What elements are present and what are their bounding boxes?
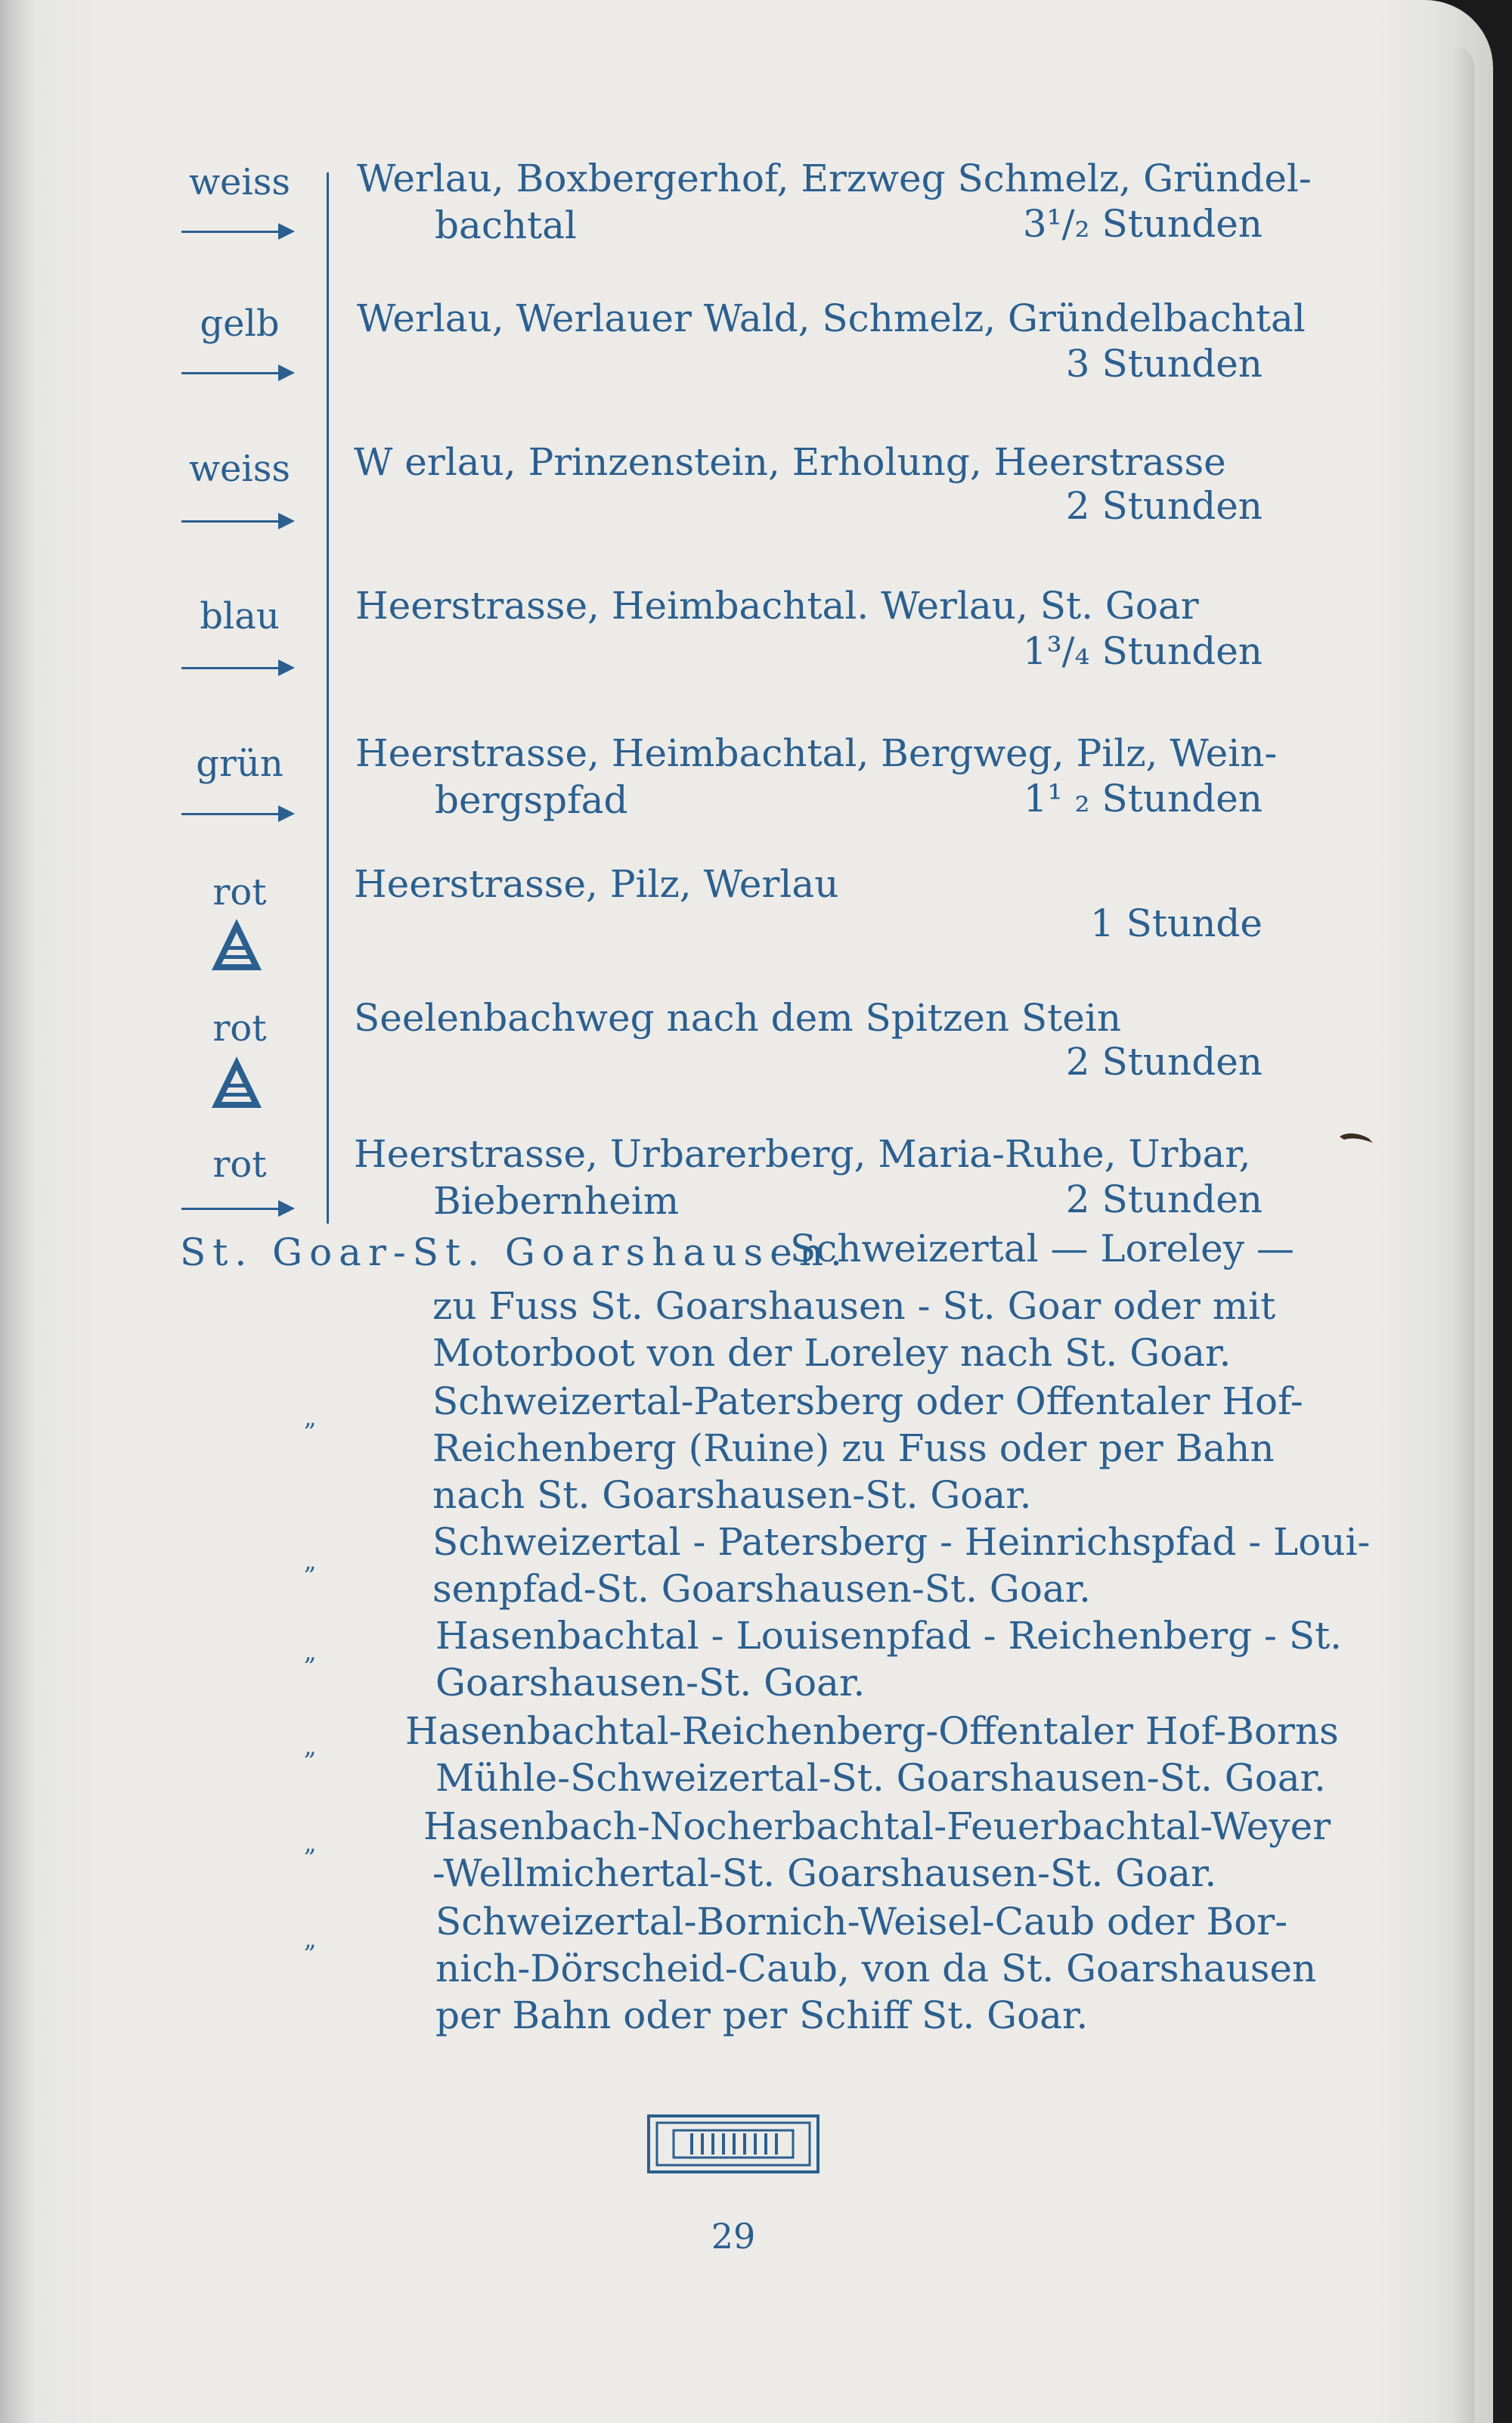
- route-text-continued: Goarshausen-St. Goar.: [435, 1661, 866, 1705]
- route-text-continued: Mühle-Schweizertal-St. Goarshausen-St. Goar.: [435, 1756, 1326, 1800]
- decorative-ornament: [646, 2114, 820, 2174]
- route-text: Hasenbachtal - Louisenpfad - Reichenberg - St.: [435, 1614, 1343, 1658]
- route-text-continued: senpfad-St. Goarshausen-St. Goar.: [432, 1567, 1092, 1611]
- route-duration: 1¹ ₂ Stunden: [1023, 777, 1263, 821]
- route-text: Heerstrasse, Pilz, Werlau: [354, 862, 839, 906]
- arrow-right-icon: [181, 223, 295, 240]
- trail-color-label: blau: [200, 595, 280, 638]
- route-duration: 2 Stunden: [1065, 1040, 1263, 1084]
- arrow-right-icon: [181, 365, 295, 381]
- route-text-continued: per Bahn oder per Schiff St. Goar.: [435, 1993, 1089, 2037]
- arrow-right-icon: [181, 513, 295, 529]
- route-text: Werlau, Boxbergerhof, Erzweg Schmelz, Gründel-: [357, 157, 1312, 200]
- route-text-continued: Biebernheim: [433, 1179, 680, 1223]
- route-text-continued: Reichenberg (Ruine) zu Fuss oder per Bahn: [432, 1426, 1275, 1470]
- page-number: 29: [711, 2216, 756, 2257]
- trail-color-label: weiss: [188, 161, 291, 203]
- book-spine-shadow: [0, 0, 35, 2423]
- route-text-continued: bachtal: [435, 203, 577, 247]
- route-text: Heerstrasse, Urbarerberg, Maria-Ruhe, Urbar,: [354, 1132, 1251, 1176]
- trail-color-label: rot: [212, 871, 267, 914]
- route-text-continued: -Wellmichertal-St. Goarshausen-St. Goar.: [432, 1851, 1217, 1895]
- arrow-right-icon: [181, 805, 295, 822]
- route-text-continued: nich-Dörscheid-Caub, von da St. Goarshausen: [435, 1947, 1317, 1990]
- ditto-mark: „: [304, 1732, 317, 1761]
- route-text: Schweizertal - Patersberg - Heinrichspfad - Loui-: [432, 1520, 1371, 1564]
- column-divider: [327, 172, 329, 1224]
- ditto-mark: „: [304, 1829, 317, 1857]
- ditto-mark: „: [304, 1925, 317, 1953]
- triangle-marker-icon: [210, 917, 263, 972]
- route-duration: 1³/₄ Stunden: [1022, 629, 1263, 673]
- ink-blemish: [1338, 1131, 1376, 1146]
- trail-color-label: weiss: [188, 448, 291, 490]
- route-text: Hasenbach-Nocherbachtal-Feuerbachtal-Weyer: [423, 1804, 1331, 1848]
- route-text-continued: nach St. Goarshausen-St. Goar.: [432, 1473, 1032, 1517]
- route-duration: 2 Stunden: [1065, 484, 1263, 528]
- ditto-mark: „: [304, 1547, 317, 1575]
- route-text: Hasenbachtal-Reichenberg-Offentaler Hof-Borns: [405, 1709, 1339, 1753]
- section-heading: St. Goar-St. Goarshausen.: [180, 1230, 849, 1274]
- route-text: Heerstrasse, Heimbachtal, Bergweg, Pilz, Wein-: [355, 731, 1278, 775]
- arrow-right-icon: [181, 1200, 295, 1217]
- trail-color-label: gelb: [200, 302, 280, 345]
- route-text-continued: zu Fuss St. Goarshausen - St. Goar oder mit: [432, 1284, 1276, 1328]
- route-text: W erlau, Prinzenstein, Erholung, Heerstrasse: [354, 440, 1226, 484]
- page-edge-shadow: [1453, 45, 1474, 2423]
- ditto-mark: „: [304, 1403, 317, 1432]
- route-duration: 3 Stunden: [1065, 342, 1263, 386]
- trail-color-label: rot: [212, 1007, 267, 1050]
- arrow-right-icon: [181, 659, 295, 676]
- route-text: Heerstrasse, Heimbachtal. Werlau, St. Goar: [355, 584, 1199, 628]
- route-text: Schweizertal-Bornich-Weisel-Caub oder Bor-: [435, 1900, 1288, 1944]
- route-text: Schweizertal-Patersberg oder Offentaler Hof-: [432, 1379, 1303, 1423]
- route-duration: 2 Stunden: [1065, 1177, 1263, 1221]
- route-duration: 3¹/₂ Stunden: [1022, 202, 1263, 246]
- ditto-mark: „: [304, 1637, 317, 1666]
- triangle-marker-icon: [210, 1055, 263, 1109]
- route-text: Seelenbachweg nach dem Spitzen Stein: [354, 996, 1122, 1040]
- route-duration: 1 Stunde: [1089, 901, 1263, 945]
- route-text: Werlau, Werlauer Wald, Schmelz, Gründelbachtal: [357, 296, 1306, 340]
- route-text: Schweizertal — Loreley —: [790, 1227, 1294, 1270]
- trail-color-label: grün: [196, 743, 284, 785]
- route-text-continued: bergspfad: [435, 778, 628, 822]
- route-text-continued: Motorboot von der Loreley nach St. Goar.: [432, 1331, 1232, 1375]
- trail-color-label: rot: [212, 1143, 267, 1186]
